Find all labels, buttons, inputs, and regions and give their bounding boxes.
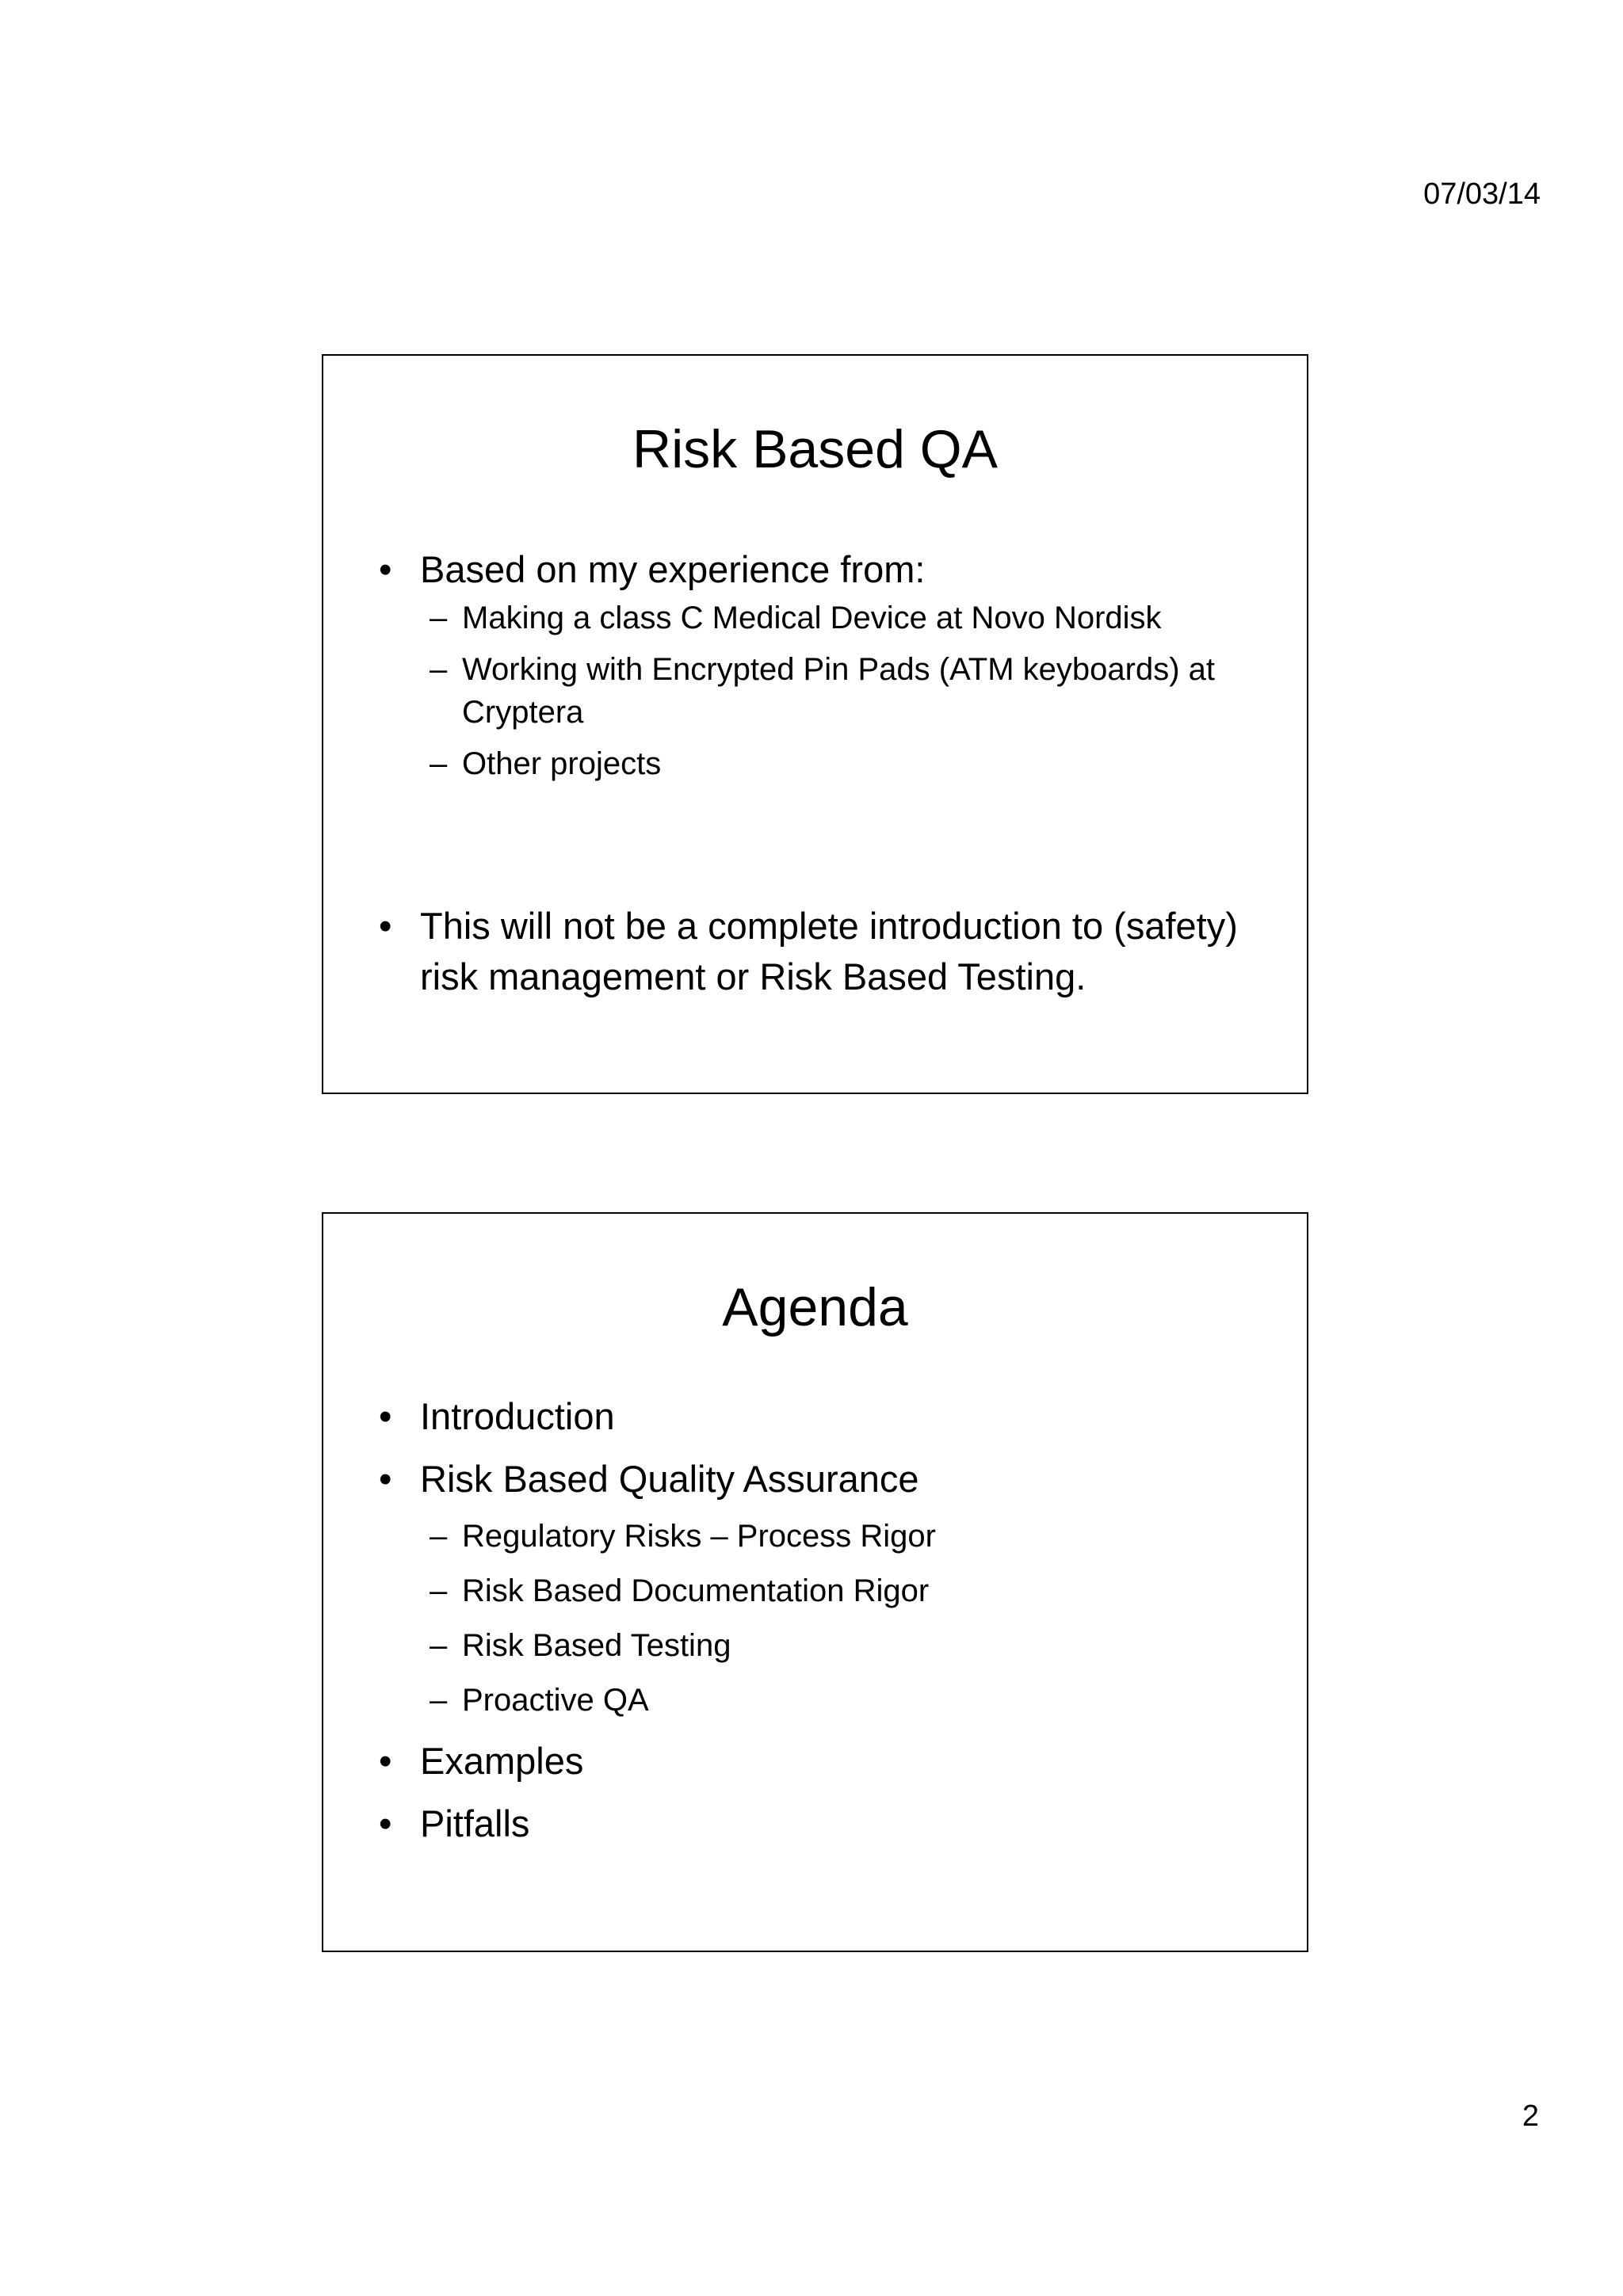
slide-risk-based-qa bbox=[322, 354, 1308, 1094]
sub-bullet-item bbox=[323, 1515, 1307, 1558]
dash-marker: – bbox=[430, 1573, 448, 1608]
dash-marker: – bbox=[430, 601, 448, 635]
sub-bullet-text: Risk Based Documentation Rigor bbox=[462, 1573, 930, 1608]
slide-title: Risk Based QA bbox=[632, 419, 999, 479]
dash-marker: – bbox=[430, 1628, 448, 1663]
bullet-list bbox=[323, 1454, 1307, 1505]
slide-title: Agenda bbox=[722, 1277, 908, 1337]
bullet-text: Introduction bbox=[420, 1395, 615, 1437]
slide-agenda bbox=[322, 1212, 1308, 1952]
sub-bullet-item bbox=[323, 1679, 1307, 1722]
bullet-list bbox=[323, 1798, 1307, 1849]
bullet-item bbox=[323, 1454, 1307, 1505]
bullet-list bbox=[323, 1736, 1307, 1787]
bullet-text: This will not be a complete introduction to (safety) risk management or Risk Based Testing. bbox=[420, 905, 1238, 997]
dash-marker: – bbox=[430, 746, 448, 781]
page-date: 07/03/14 bbox=[1423, 177, 1541, 211]
sub-bullet-item bbox=[323, 1624, 1307, 1667]
sub-bullet-item bbox=[323, 742, 1307, 785]
sub-bullet-list bbox=[323, 1679, 1307, 1722]
dash-marker: – bbox=[430, 1519, 448, 1554]
bullet-text: Based on my experience from: bbox=[420, 548, 926, 590]
bullet-item bbox=[323, 1736, 1307, 1787]
bullet-list bbox=[323, 544, 1307, 595]
bullet-marker: • bbox=[379, 1458, 392, 1500]
bullet-list bbox=[323, 901, 1307, 1002]
dash-marker: – bbox=[430, 1683, 448, 1718]
sub-bullet-item bbox=[323, 597, 1307, 639]
bullet-text: Pitfalls bbox=[420, 1802, 530, 1844]
bullet-text: Risk Based Quality Assurance bbox=[420, 1458, 919, 1500]
sub-bullet-list bbox=[323, 597, 1307, 639]
sub-bullet-list bbox=[323, 1515, 1307, 1558]
bullet-item bbox=[323, 1391, 1307, 1442]
bullet-item bbox=[323, 901, 1307, 1002]
bullet-marker: • bbox=[379, 548, 392, 590]
bullet-marker: • bbox=[379, 1740, 392, 1782]
sub-bullet-list bbox=[323, 1569, 1307, 1612]
sub-bullet-item bbox=[323, 648, 1307, 734]
sub-bullet-text: Making a class C Medical Device at Novo Nordisk bbox=[462, 601, 1162, 635]
bullet-marker: • bbox=[379, 1395, 392, 1437]
dash-marker: – bbox=[430, 652, 448, 687]
sub-bullet-text: Risk Based Testing bbox=[462, 1628, 731, 1663]
sub-bullet-list bbox=[323, 648, 1307, 734]
sub-bullet-item bbox=[323, 1569, 1307, 1612]
sub-bullet-text: Regulatory Risks – Process Rigor bbox=[462, 1519, 936, 1554]
bullet-item bbox=[323, 544, 1307, 595]
sub-bullet-text: Proactive QA bbox=[462, 1683, 649, 1718]
bullet-list bbox=[323, 1391, 1307, 1442]
sub-bullet-list bbox=[323, 1624, 1307, 1667]
bullet-marker: • bbox=[379, 1802, 392, 1844]
sub-bullet-list bbox=[323, 742, 1307, 785]
bullet-text: Examples bbox=[420, 1740, 584, 1782]
bullet-marker: • bbox=[379, 905, 392, 947]
page-number: 2 bbox=[1522, 2100, 1539, 2133]
bullet-item bbox=[323, 1798, 1307, 1849]
sub-bullet-text: Working with Encrypted Pin Pads (ATM keyboards) at Cryptera bbox=[462, 652, 1215, 730]
sub-bullet-text: Other projects bbox=[462, 746, 662, 781]
